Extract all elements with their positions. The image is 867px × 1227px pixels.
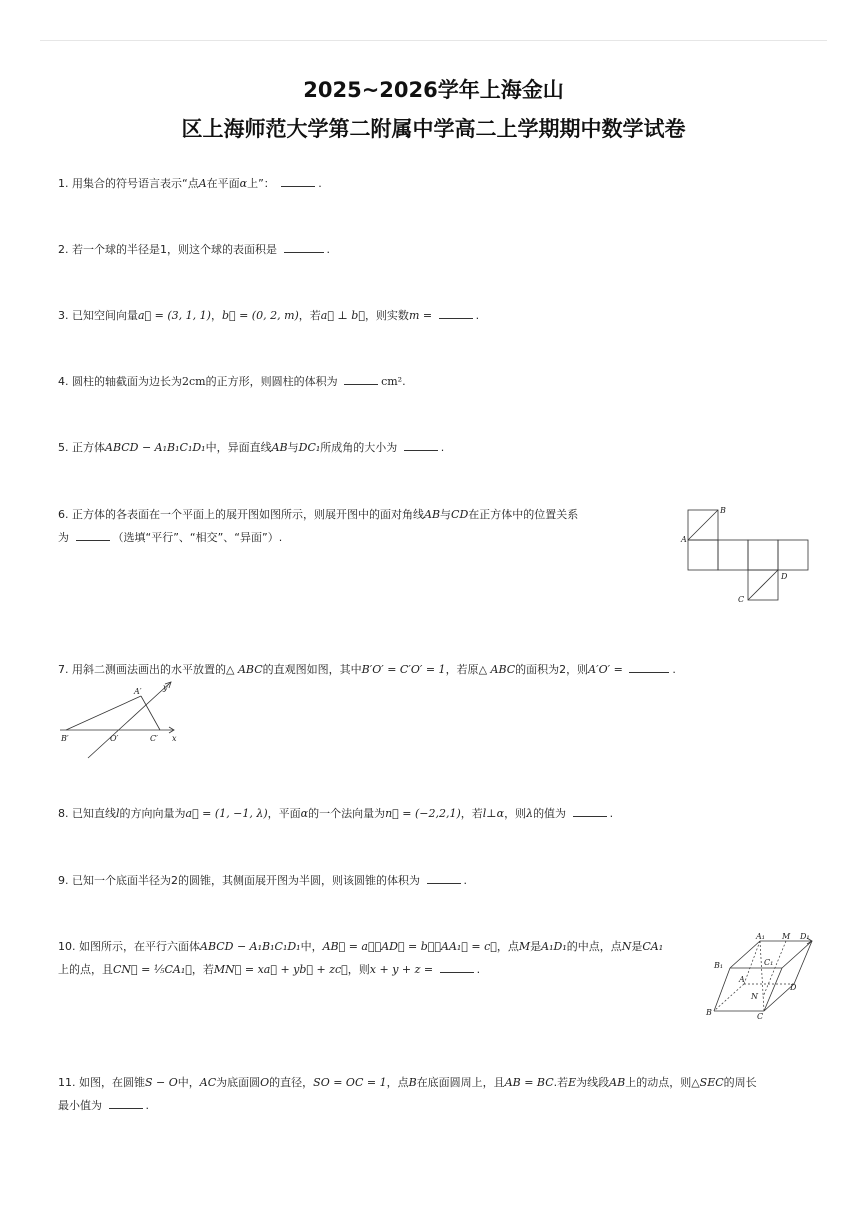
- question-text: .: [402, 375, 406, 388]
- question-text: ，则: [504, 807, 527, 820]
- question-text: ，平面: [267, 807, 301, 820]
- question-text: 5. 正方体: [58, 441, 105, 454]
- question-text: 10. 如图所示，在平行六面体: [58, 940, 200, 953]
- label-D1: D₁: [800, 932, 810, 941]
- math-expr: AB = BC: [504, 1076, 554, 1089]
- label-B: B: [720, 506, 726, 515]
- label-A1: A₁: [756, 932, 765, 941]
- label-C-prime: C′: [150, 734, 158, 743]
- question-text: .: [609, 807, 614, 820]
- question-10-line1: [58, 936, 663, 958]
- math-expr: a⃗ ⊥ b⃗: [320, 309, 365, 322]
- question-text: 9. 已知一个底面半径为2的圆锥，其侧面展开图为半圆，则该圆锥的体积为: [58, 874, 420, 887]
- math-expr: ABCD − A₁B₁C₁D₁: [105, 441, 206, 454]
- exam-title-line1: 2025~2026学年上海金山: [303, 78, 564, 102]
- question-10-line2: [58, 959, 480, 981]
- math-expr: l: [116, 807, 120, 820]
- math-expr: λ: [526, 807, 534, 820]
- math-expr: △ ABC: [478, 663, 516, 676]
- math-expr: a⃗ = (3, 1, 1): [138, 309, 211, 322]
- question-text: 上的点，且: [58, 963, 113, 976]
- question-5: [58, 437, 444, 459]
- math-expr: CA₁: [642, 940, 664, 953]
- math-expr: 2cm: [182, 375, 206, 388]
- math-expr: M: [518, 940, 531, 953]
- question-text: 在正方体中的位置关系: [468, 508, 579, 521]
- question-text: 7. 用斜二测画法画出的水平放置的: [58, 663, 226, 676]
- question-text: ，: [210, 309, 222, 322]
- label-A: A: [681, 535, 687, 544]
- question-text: 为线段: [576, 1076, 610, 1089]
- label-B-prime: B′: [61, 734, 69, 743]
- label-A-prime: A′: [134, 687, 142, 696]
- math-expr: B: [408, 1076, 417, 1089]
- question-text: .: [463, 874, 467, 887]
- math-expr: α: [239, 177, 248, 190]
- label-y-axis: y′: [163, 683, 170, 692]
- question-text: 的正方形，则圆柱的体积为: [205, 375, 338, 388]
- oblique-projection-figure: [56, 678, 186, 762]
- answer-blank[interactable]: [439, 306, 473, 319]
- math-expr: A₁D₁: [541, 940, 567, 953]
- math-expr: l⊥α: [482, 807, 505, 820]
- math-expr: AB⃗ = a⃗，AD⃗ = b⃗，AA₁⃗ = c⃗: [322, 940, 497, 953]
- math-expr: AB: [609, 1076, 626, 1089]
- label-O-prime: O′: [110, 734, 119, 743]
- math-expr: α: [300, 807, 309, 820]
- math-expr: S − O: [145, 1076, 178, 1089]
- question-text: ，则实数: [364, 309, 409, 322]
- question-2: [58, 239, 330, 261]
- top-divider: [40, 40, 827, 41]
- label-B1: B₁: [714, 961, 724, 970]
- question-6-line2: [58, 527, 282, 549]
- math-expr: a⃗ = (1, −1, λ): [185, 807, 268, 820]
- label-B: B: [706, 1008, 712, 1017]
- question-text: 与: [287, 441, 299, 454]
- cube-net-figure: [678, 500, 818, 610]
- question-text: 11. 如图，在圆锥: [58, 1076, 145, 1089]
- question-text: 8. 已知直线: [58, 807, 116, 820]
- question-11-line2: [58, 1095, 149, 1117]
- math-expr: △SEC: [691, 1076, 724, 1089]
- question-text: .: [145, 1099, 149, 1112]
- question-text: 为: [58, 531, 69, 544]
- math-expr: SO = OC = 1: [313, 1076, 387, 1089]
- math-expr: b⃗ = (0, 2, m): [221, 309, 299, 322]
- question-text: 中，异面直线: [205, 441, 272, 454]
- question-text: 的值为: [533, 807, 567, 820]
- math-expr: B′O′ = C′O′ = 1: [361, 663, 446, 676]
- question-text: .若: [553, 1076, 569, 1089]
- math-expr: N: [621, 940, 632, 953]
- math-expr: A: [198, 177, 207, 190]
- answer-blank[interactable]: [629, 660, 669, 673]
- question-text: ，若: [460, 807, 483, 820]
- math-expr: x + y + z =: [369, 963, 434, 976]
- question-text: 是: [631, 940, 643, 953]
- label-D: D: [781, 572, 788, 581]
- math-expr: O: [260, 1076, 270, 1089]
- question-text: .: [475, 309, 480, 322]
- question-text: .: [672, 663, 676, 676]
- question-text: 的直观图如图，其中: [262, 663, 362, 676]
- math-expr: AB: [271, 441, 288, 454]
- math-expr: A′O′ =: [588, 663, 623, 676]
- question-text: ，则: [347, 963, 370, 976]
- answer-blank[interactable]: [440, 960, 474, 973]
- question-text: 所成角的大小为: [320, 441, 398, 454]
- answer-blank[interactable]: [344, 372, 378, 385]
- exam-title-line2: 区上海师范大学第二附属中学高二上学期期中数学试卷: [181, 117, 686, 141]
- answer-blank[interactable]: [281, 174, 315, 187]
- answer-blank[interactable]: [284, 240, 324, 253]
- question-text: .: [476, 963, 481, 976]
- question-text: 2. 若一个球的半径是1，则这个球的表面积是: [58, 243, 277, 256]
- math-expr: AB: [424, 508, 441, 521]
- question-text: 的直径，: [269, 1076, 314, 1089]
- math-expr: n⃗ = (−2,2,1): [385, 807, 461, 820]
- unit-text: cm²: [381, 375, 403, 388]
- question-text: 的周长: [723, 1076, 757, 1089]
- label-C: C: [738, 595, 745, 604]
- math-expr: △ ABC: [226, 663, 263, 676]
- answer-blank[interactable]: [76, 528, 110, 541]
- question-text: ，点: [496, 940, 519, 953]
- question-text: 4. 圆柱的轴截面为边长为: [58, 375, 182, 388]
- label-x-axis: x: [172, 734, 177, 743]
- answer-blank[interactable]: [109, 1096, 143, 1109]
- answer-blank[interactable]: [404, 438, 438, 451]
- label-C: C: [757, 1012, 764, 1021]
- math-expr: AC: [199, 1076, 217, 1089]
- math-expr: m =: [408, 309, 433, 322]
- label-A: A: [739, 975, 745, 984]
- question-6-line1: [58, 504, 578, 526]
- question-text: .: [318, 177, 322, 190]
- question-text: 的一个法向量为: [308, 807, 386, 820]
- question-text: 最小值为: [58, 1099, 102, 1112]
- question-text: 上的动点，则: [625, 1076, 692, 1089]
- question-text: 在平面: [206, 177, 240, 190]
- question-text: 1. 用集合的符号语言表示“点: [58, 177, 199, 190]
- question-text: 的面积为2，则: [515, 663, 589, 676]
- question-text: ，若: [298, 309, 321, 322]
- label-N: N: [751, 992, 758, 1001]
- question-text: .: [326, 243, 330, 256]
- question-text: ，若原: [445, 663, 479, 676]
- question-text: 6. 正方体的各表面在一个平面上的展开图如图所示，则展开图中的面对角线: [58, 508, 424, 521]
- question-1: [58, 173, 322, 195]
- question-text: 为底面圆: [216, 1076, 261, 1089]
- math-expr: CD: [451, 508, 469, 521]
- question-text: ，点: [386, 1076, 409, 1089]
- math-expr: DC₁: [298, 441, 321, 454]
- question-text: （选填“平行”、“相交”、“异面”）.: [112, 531, 283, 544]
- answer-blank[interactable]: [427, 871, 461, 884]
- question-text: ，若: [191, 963, 214, 976]
- math-expr: ABCD − A₁B₁C₁D₁: [200, 940, 301, 953]
- question-text: 的中点，点: [566, 940, 622, 953]
- question-3: [58, 305, 479, 327]
- question-9: [58, 870, 467, 892]
- answer-blank[interactable]: [573, 804, 607, 817]
- question-8: [58, 803, 613, 825]
- question-text: 3. 已知空间向量: [58, 309, 138, 322]
- math-expr: MN⃗ = xa⃗ + yb⃗ + zc⃗: [213, 963, 348, 976]
- math-expr: CN⃗ = ⅕CA₁⃗: [113, 963, 192, 976]
- question-4: [58, 371, 406, 393]
- math-expr: E: [568, 1076, 577, 1089]
- label-M: M: [782, 932, 791, 941]
- question-text: 中，: [300, 940, 323, 953]
- question-text: 与: [440, 508, 452, 521]
- question-text: 上”：: [247, 177, 275, 190]
- question-11-line1: [58, 1072, 757, 1094]
- question-text: 是: [530, 940, 542, 953]
- label-D: D: [790, 983, 797, 992]
- question-text: .: [440, 441, 445, 454]
- question-text: 中，: [177, 1076, 200, 1089]
- parallelepiped-figure: [700, 930, 840, 1022]
- question-text: 的方向向量为: [119, 807, 186, 820]
- question-text: 在底面圆周上，且: [416, 1076, 505, 1089]
- label-C1: C₁: [764, 958, 774, 967]
